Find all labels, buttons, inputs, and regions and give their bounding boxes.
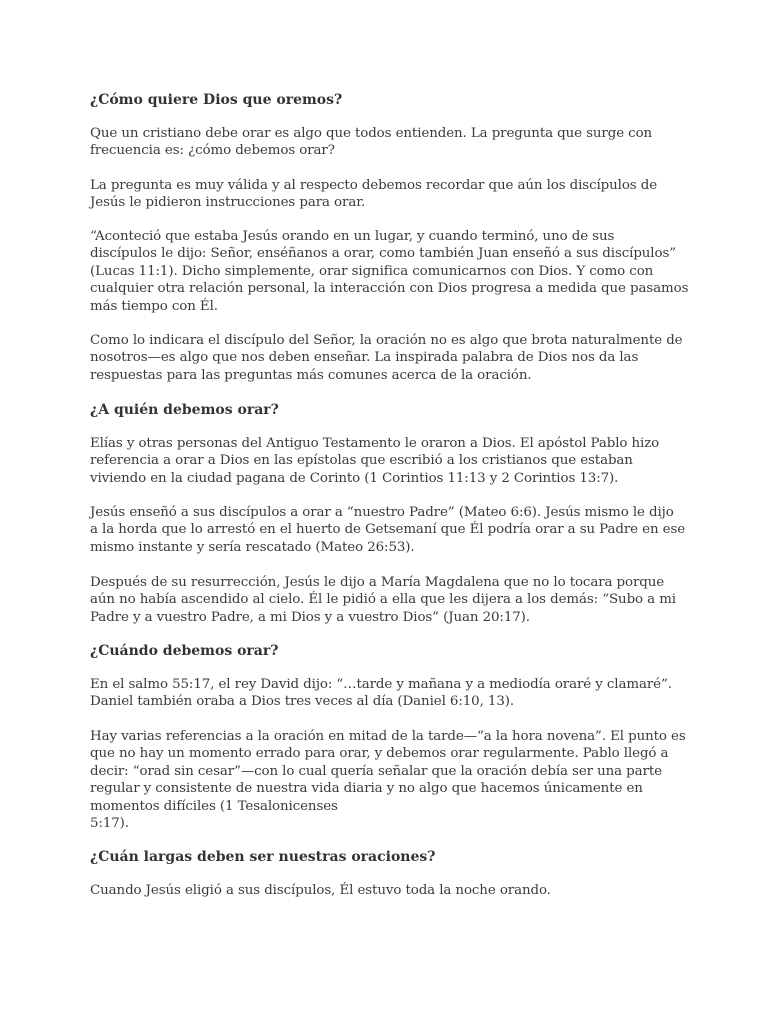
paragraph-elias: Elías y otras personas del Antiguo Testamento le oraron a Dios. El apóstol Pablo hizo referencia a orar a Dios en las epístolas que escribió a los cristianos que estaban viviendo en la ciudad pagana de Corinto (1 Corintios 11:13 y 2 Corintios 13:7).: [90, 436, 660, 486]
paragraph-discipulo-senor: Como lo indicara el discípulo del Señor, la oración no es algo que brota naturalmente de nosotros—es algo que nos deben enseñar. La inspirada palabra de Dios nos da las respuestas para las preguntas más comunes acerca de la oración.: [90, 333, 683, 383]
paragraph-hora-novena: Hay varias referencias a la oración en mitad de la tarde—“a la hora novena”. El punto es que no hay un momento errado para orar, y debemos orar regularmente. Pablo llegó a decir: “orad sin cesar”—con lo cual quería señalar que la oración debía ser una parte regular y consistente de nuestra vida diaria y no algo que hacemos únicamente en momentos difíciles (1 Tesalonicenses 5:17).: [90, 729, 686, 832]
heading-cuan-largas: ¿Cuán largas deben ser nuestras oraciones?: [90, 849, 436, 865]
heading-cuando: ¿Cuándo debemos orar?: [90, 643, 279, 659]
paragraph-nuestro-padre: Jesús enseñó a sus discípulos a orar a “nuestro Padre” (Mateo 6:6). Jesús mismo le dijo a la horda que lo arrestó en el huerto de Getsemaní que Él podría orar a su Padre en ese mismo instante y sería rescatado (Mateo 26:53).: [90, 505, 686, 555]
paragraph-lucas-quote: “Aconteció que estaba Jesús orando en un lugar, y cuando terminó, uno de sus discípulos le dijo: Señor, enséñanos a orar, como también Juan enseñó a sus discípulos” (Lucas 11:1). Dicho simplemente, orar significa comunicarnos con Dios. Y como con cualquier otra relación personal, la interacción con Dios progresa a medida que pasamos más tiempo con Él.: [90, 229, 689, 314]
paragraph-salmo: En el salmo 55:17, el rey David dijo: “…tarde y mañana y a mediodía oraré y clamaré”. Daniel también oraba a Dios tres veces al día (Daniel 6:10, 13).: [90, 677, 672, 710]
paragraph-resurreccion: Después de su resurrección, Jesús le dijo a María Magdalena que no lo tocara porque aún no había ascendido al cielo. Él le pidió a ella que les dijera a los demás: “Subo a mi Padre y a vuestro Padre, a mi Dios y a vuestro Dios” (Juan 20:17).: [90, 575, 676, 625]
heading-a-quien: ¿A quién debemos orar?: [90, 402, 279, 418]
paragraph-intro: Que un cristiano debe orar es algo que todos entienden. La pregunta que surge con frecuencia es: ¿cómo debemos orar?: [90, 126, 653, 159]
paragraph-pregunta-valida: La pregunta es muy válida y al respecto debemos recordar que aún los discípulos de Jesús le pidieron instrucciones para orar.: [90, 178, 658, 211]
paragraph-toda-la-noche: Cuando Jesús eligió a sus discípulos, Él estuvo toda la noche orando.: [90, 883, 551, 898]
heading-como-quiere-dios: ¿Cómo quiere Dios que oremos?: [90, 92, 343, 108]
